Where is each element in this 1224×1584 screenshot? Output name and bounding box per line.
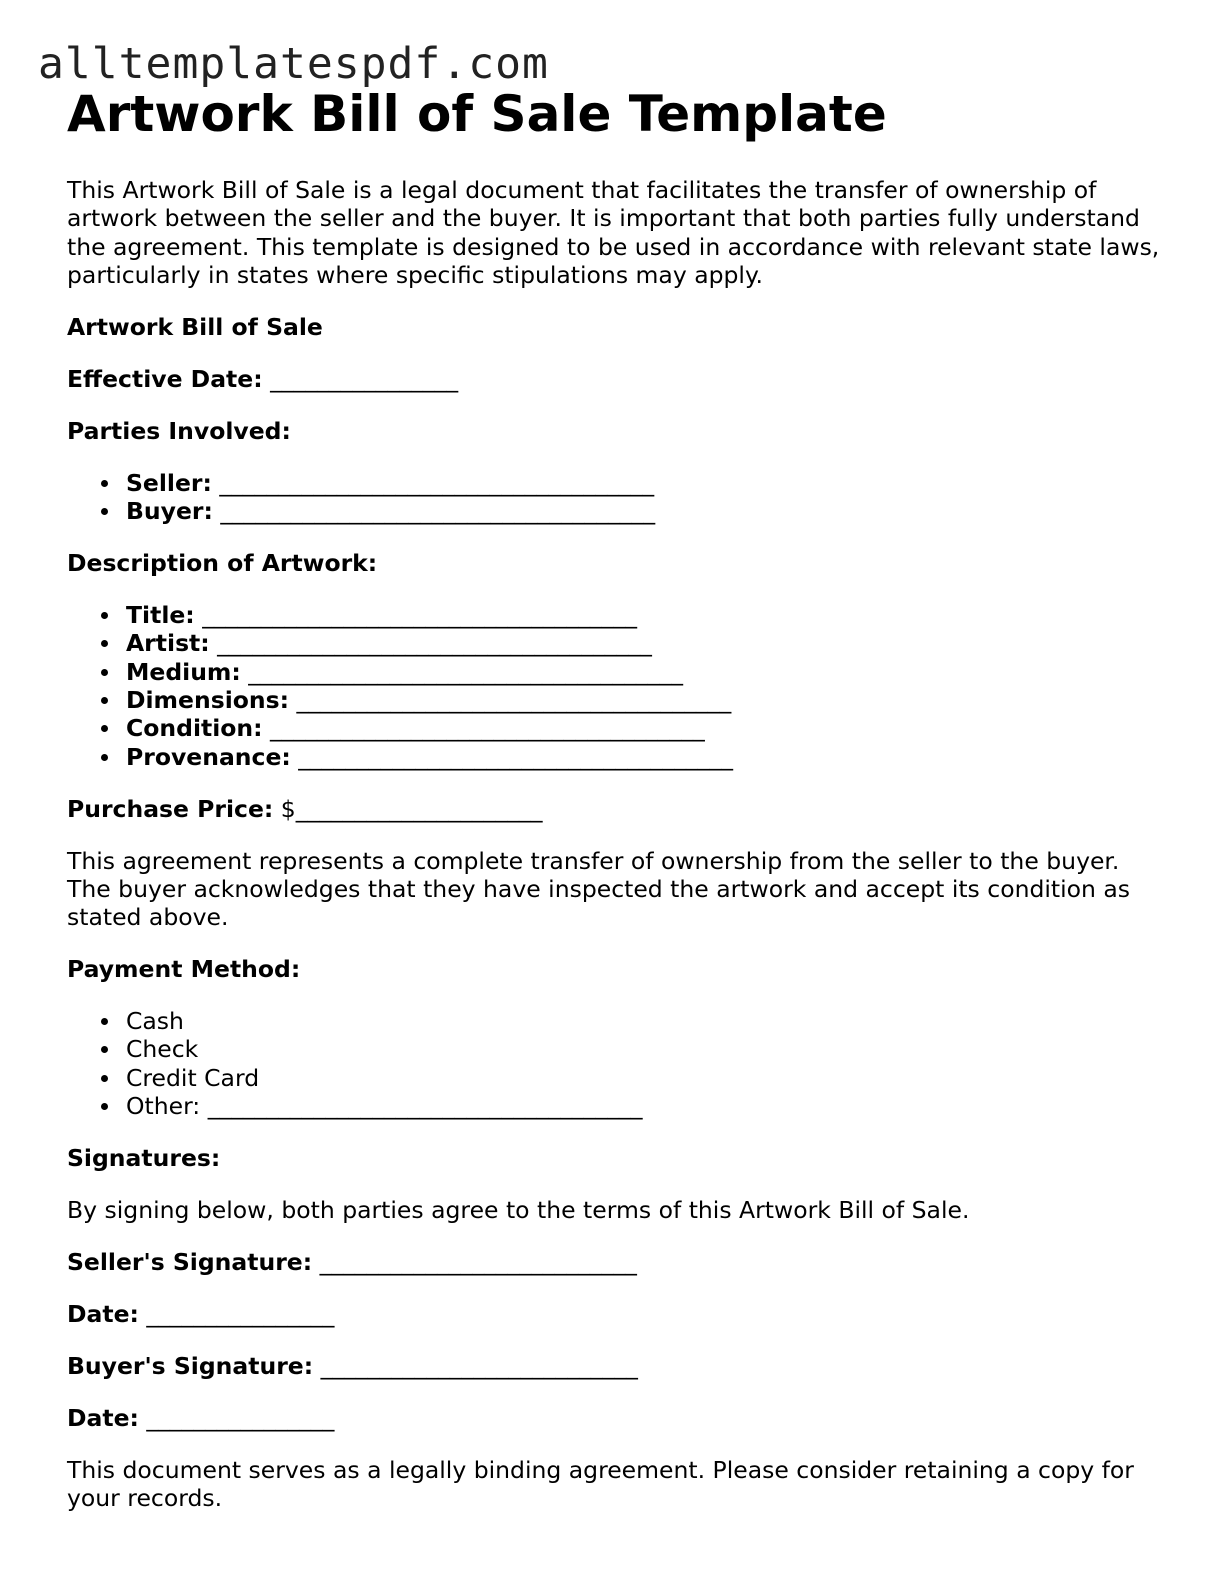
payment-list bbox=[67, 1007, 1167, 1120]
signatures-text: By signing below, both parties agree to the terms of this Artwork Bill of Sale. bbox=[67, 1195, 970, 1224]
effective-date-blank: ________________ bbox=[262, 364, 459, 393]
seller-signature-label: Seller's Signature: bbox=[67, 1247, 313, 1276]
artwork-heading: Description of Artwork: bbox=[67, 549, 378, 578]
artwork-medium-field bbox=[126, 658, 1167, 686]
parties-list bbox=[67, 469, 1167, 526]
artwork-title-blank: _____________________________________ bbox=[194, 601, 637, 630]
intro-paragraph: This Artwork Bill of Sale is a legal document that facilitates the transfer of ownership of artwork between the seller and the buyer. It is important that both parties fully understand the agreement. This template is designed to be used in accordance with relevant state laws, particularly in states where specific stipulations may apply. bbox=[67, 176, 1160, 289]
payment-option-check bbox=[126, 1035, 1167, 1063]
artwork-provenance-field bbox=[126, 743, 1167, 771]
seller-field bbox=[126, 469, 1167, 497]
payment-option-credit-card bbox=[126, 1064, 1167, 1092]
document-heading: Artwork Bill of Sale bbox=[67, 312, 323, 341]
payment-option-check-label: Check bbox=[126, 1035, 199, 1064]
seller-label: Seller: bbox=[126, 468, 212, 497]
artwork-provenance-blank: _____________________________________ bbox=[290, 742, 734, 771]
buyer-signature-label: Buyer's Signature: bbox=[67, 1351, 314, 1380]
parties-heading: Parties Involved: bbox=[67, 416, 291, 445]
buyer-label: Buyer: bbox=[126, 497, 213, 526]
artwork-dimensions-label: Dimensions: bbox=[126, 685, 290, 714]
artwork-artist-label: Artist: bbox=[126, 629, 210, 658]
buyer-date-field bbox=[67, 1404, 1167, 1432]
purchase-price-field bbox=[67, 795, 1167, 823]
seller-signature-field bbox=[67, 1248, 1167, 1276]
buyer-field bbox=[126, 497, 1167, 525]
buyer-signature-field bbox=[67, 1352, 1167, 1380]
artwork-list bbox=[67, 601, 1167, 771]
page-title: Artwork Bill of Sale Template bbox=[67, 85, 887, 143]
agreement-paragraph: This agreement represents a complete transfer of ownership from the seller to the buyer. The buyer acknowledges that they have inspected the artwork and accept its condition as stated above. bbox=[67, 846, 1131, 932]
artwork-title-label: Title: bbox=[126, 601, 195, 630]
site-watermark: alltemplatespdf.com bbox=[38, 39, 549, 89]
artwork-medium-blank: _____________________________________ bbox=[240, 657, 684, 686]
payment-option-cash bbox=[126, 1007, 1167, 1035]
seller-date-label: Date: bbox=[67, 1299, 139, 1328]
artwork-artist-blank: _____________________________________ bbox=[209, 629, 652, 658]
seller-date-field bbox=[67, 1300, 1167, 1328]
payment-option-credit-card-label: Credit Card bbox=[126, 1063, 260, 1092]
document-body bbox=[67, 84, 1167, 1512]
artwork-condition-blank: _____________________________________ bbox=[262, 714, 705, 743]
purchase-price-blank: $_____________________ bbox=[273, 794, 543, 823]
artwork-dimensions-field bbox=[126, 686, 1167, 714]
artwork-condition-field bbox=[126, 714, 1167, 742]
artwork-provenance-label: Provenance: bbox=[126, 742, 291, 771]
payment-option-other-label: Other: bbox=[126, 1092, 201, 1120]
buyer-blank: _____________________________________ bbox=[212, 497, 656, 526]
artwork-title-field bbox=[126, 601, 1167, 629]
payment-option-other-blank: _____________________________________ bbox=[200, 1092, 643, 1120]
closing-paragraph: This document serves as a legally binding agreement. Please consider retaining a copy for your records. bbox=[67, 1455, 1134, 1513]
effective-date-label: Effective Date: bbox=[67, 364, 263, 393]
purchase-price-label: Purchase Price: bbox=[67, 794, 274, 823]
seller-signature-blank: ___________________________ bbox=[312, 1247, 637, 1276]
payment-heading: Payment Method: bbox=[67, 955, 301, 984]
artwork-dimensions-blank: _____________________________________ bbox=[289, 685, 732, 714]
artwork-condition-label: Condition: bbox=[126, 714, 263, 743]
buyer-signature-blank: ___________________________ bbox=[313, 1351, 638, 1380]
payment-option-other bbox=[126, 1092, 1167, 1120]
effective-date-field bbox=[67, 365, 1167, 393]
seller-blank: _____________________________________ bbox=[211, 468, 655, 497]
signatures-heading: Signatures: bbox=[67, 1143, 221, 1172]
payment-option-cash-label: Cash bbox=[126, 1007, 184, 1036]
buyer-date-label: Date: bbox=[67, 1403, 139, 1432]
artwork-artist-field bbox=[126, 629, 1167, 657]
artwork-medium-label: Medium: bbox=[126, 657, 241, 686]
buyer-date-blank: ________________ bbox=[138, 1403, 335, 1432]
seller-date-blank: ________________ bbox=[138, 1299, 335, 1328]
